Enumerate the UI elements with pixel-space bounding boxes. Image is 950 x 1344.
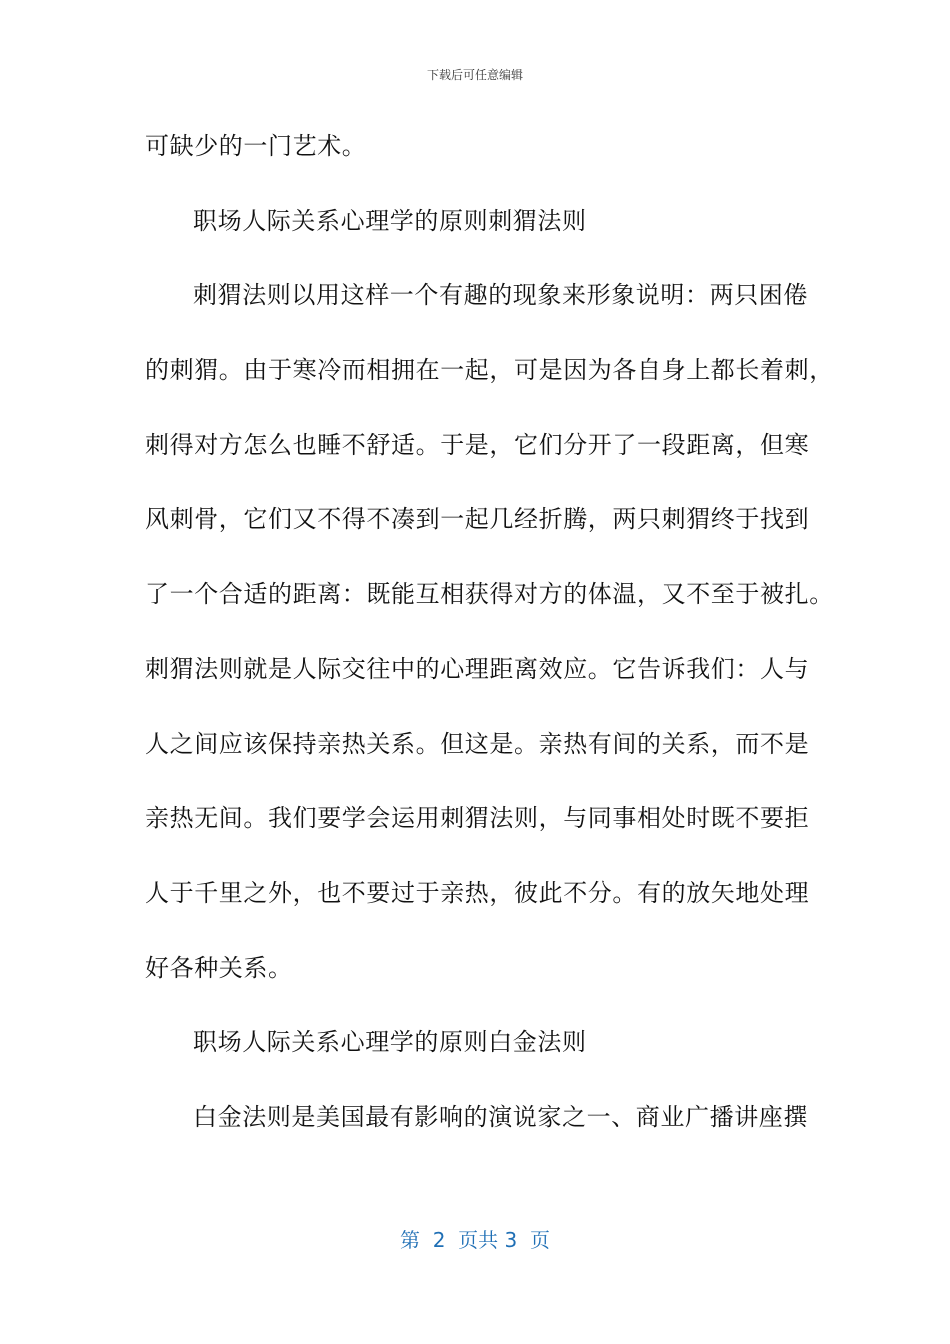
text-line: 了一个合适的距离：既能互相获得对方的体温，又不至于被扎。 [145,580,834,609]
page-header-note: 下载后可任意编辑 [426,68,523,82]
section-heading: 职场人际关系心理学的原则白金法则 [193,1028,587,1057]
text-line: 刺猬法则就是人际交往中的心理距离效应。它告诉我们：人与 [145,654,810,683]
text-line: 可缺少的一门艺术。 [145,132,367,160]
text-line: 人之间应该保持亲热关系。但这是。亲热有间的关系，而不是 [145,729,810,758]
text-line: 人于千里之外，也不要过于亲热，彼此不分。有的放矢地处理 [145,878,810,907]
text-line: 风刺骨，它们又不得不凑到一起几经折腾，两只刺猬终于找到 [145,505,810,534]
text-line: 好各种关系。 [145,953,293,982]
text-line: 刺猬法则以用这样一个有趣的现象来形象说明：两只困倦 [193,281,808,310]
text-line: 白金法则是美国最有影响的演说家之一、商业广播讲座撰 [193,1102,808,1131]
text-line: 刺得对方怎么也睡不舒适。于是，它们分开了一段距离，但寒 [145,430,810,459]
page-number-footer: 第 2 页共 3 页 [400,1228,550,1252]
text-line: 的刺猬。由于寒冷而相拥在一起，可是因为各自身上都长着刺， [145,356,834,385]
section-heading: 职场人际关系心理学的原则刺猬法则 [193,206,587,235]
document-body [145,122,834,1168]
text-line: 亲热无间。我们要学会运用刺猬法则，与同事相处时既不要拒 [145,804,810,833]
